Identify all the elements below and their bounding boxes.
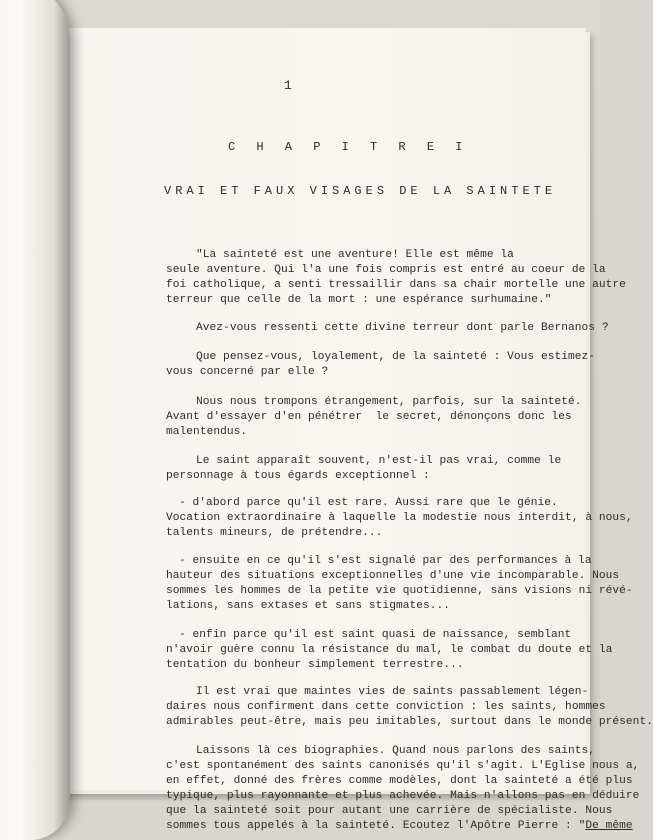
text-line: foi catholique, a senti tressaillir dans sa chair mortelle une autre [166, 279, 626, 291]
text-line: Il est vrai que maintes vies de saints passablement légen- [196, 686, 589, 698]
text-line: admirables peut-être, mais peu imitables, surtout dans le monde présent. [166, 716, 653, 728]
text-line: lations, sans extases et sans stigmates... [166, 600, 451, 612]
text-line: Vocation extraordinaire à laquelle la modestie nous interdit, à nous, [166, 512, 633, 524]
text-line: hauteur des situations exceptionnelles d'une vie incomparable. Nous [166, 570, 620, 582]
text-line: - d'abord parce qu'il est rare. Aussi rare que le génie. [179, 497, 558, 509]
text-line: Que pensez-vous, loyalement, de la sainteté : Vous estimez- [196, 351, 596, 363]
chapter-title: VRAI ET FAUX VISAGES DE LA SAINTETE [164, 184, 557, 198]
text-line: Avez-vous ressenti cette divine terreur dont parle Bernanos ? [196, 322, 609, 334]
text-line: Laissons là ces biographies. Quand nous parlons des saints, [196, 745, 596, 757]
chapter-heading: C H A P I T R E I [228, 140, 470, 154]
underlined-text: De même [585, 820, 633, 832]
text-line: vous concerné par elle ? [166, 366, 329, 378]
text-line: - enfin parce qu'il est saint quasi de naissance, semblant [179, 629, 572, 641]
typed-page [46, 28, 653, 832]
text-line: terreur que celle de la mort : une espérance surhumaine." [166, 294, 552, 306]
text-line: "La sainteté est une aventure! Elle est même la [196, 249, 514, 261]
text-line: en effet, donné des frères comme modèles, dont la sainteté a été plus [166, 775, 633, 787]
text-line: typique, plus rayonnante et plus achevée. Mais n'allons pas en déduire [166, 790, 640, 802]
text-line: seule aventure. Qui l'a une fois compris est entré au coeur de la [166, 264, 606, 276]
text-line: sommes les hommes de la petite vie quotidienne, sans visions ni révé- [166, 585, 633, 597]
text-line: talents mineurs, de prétendre... [166, 527, 383, 539]
text-line-last [166, 819, 633, 834]
text-line: c'est spontanément des saints canonisés qu'il s'agit. L'Eglise nous a, [166, 760, 640, 772]
left-page-curl [0, 0, 70, 840]
text-line: personnage à tous égards exceptionnel : [166, 470, 430, 482]
text-line: Le saint apparaît souvent, n'est-il pas vrai, comme le [196, 455, 562, 467]
text-line: malentendus. [166, 426, 248, 438]
page-number: 1 [284, 78, 292, 93]
text-line: que la sainteté soit pour autant une carrière de spécialiste. Nous [166, 805, 613, 817]
text-line: n'avoir guère connu la résistance du mal, le combat du doute et la [166, 644, 613, 656]
text-line: Avant d'essayer d'en pénétrer le secret, dénonçons donc les [166, 411, 572, 423]
text-segment: sommes tous appelés à la sainteté. Ecoutez l'Apôtre Pierre : " [166, 820, 586, 832]
text-line: - ensuite en ce qu'il s'est signalé par des performances à la [179, 555, 592, 567]
text-line: Nous nous trompons étrangement, parfois, sur la sainteté. [196, 396, 582, 408]
text-line: daires nous confirment dans cette conviction : les saints, hommes [166, 701, 606, 713]
text-line: tentation du bonheur simplement terrestre... [166, 659, 464, 671]
